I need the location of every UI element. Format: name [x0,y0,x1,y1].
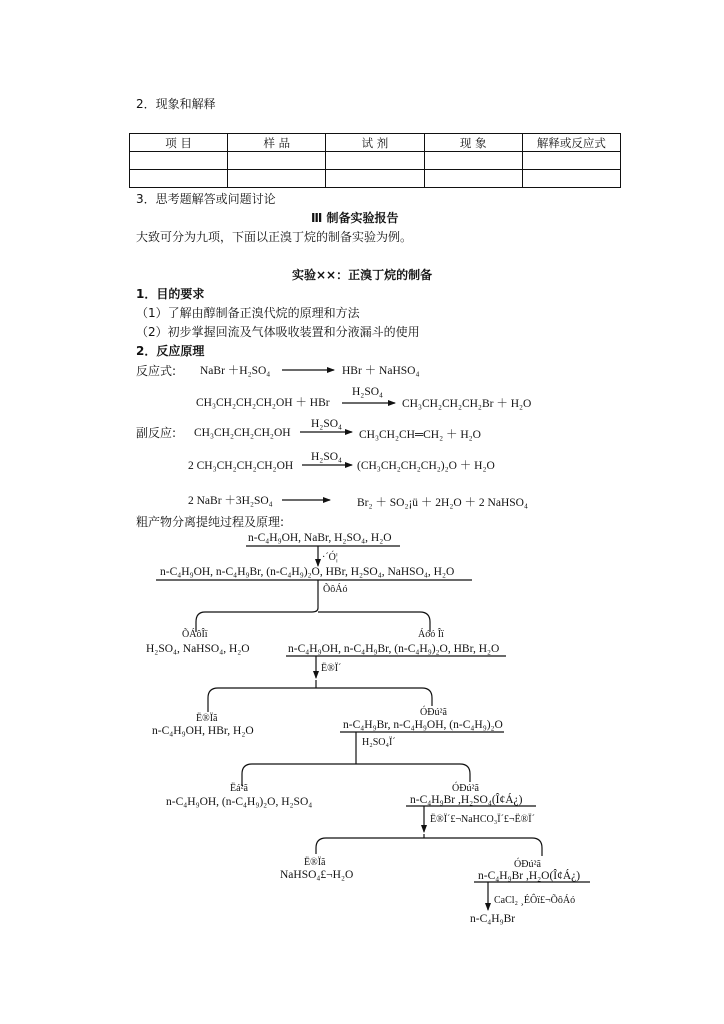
flow-node-product: n-C₄H₉Br [470,913,516,925]
flow-step-label: CaCl₂ ¸ÉÔï£¬ÕôÁó [494,895,576,906]
flow-node-organic: n-C₄H₉Br, n-C₄H₉OH, (n-C₄H₉)₂O [343,719,503,731]
intro-text: 大致可分为九项，下面以正溴丁烷的制备实验为例。 [136,230,413,244]
reaction-5-products: Br₂ ＋ SO₂¡ü ＋ 2H₂O ＋ 2 NaHSO₄ [357,497,528,509]
flow-node-acid-layer: n-C₄H₉OH, (n-C₄H₉)₂O, H₂SO₄ [166,796,313,808]
reaction-4-reactants: 2 CH₃CH₂CH₂CH₂OH [188,460,294,472]
flow-node-organic: n-C₄H₉Br ,H₂O(Î¢Á¿) [478,870,581,882]
reaction-2-condition: H₂SO₄ [352,386,384,398]
flow-branch-label: ÕÁôÎï [182,629,208,640]
flow-node-organic: n-C₄H₉Br ,H₂SO₄(Î¢Á¿) [410,794,523,806]
flow-branch-label: ÓÐú²ã [452,783,479,794]
table-header-cell: 项 目 [130,134,228,152]
flow-branch-label: ÓÐú²ã [514,859,541,870]
flow-node-aqueous: NaHSO₄£¬H₂O [280,869,354,881]
experiment-title: 实验××：正溴丁烷的制备 [292,268,433,282]
table-header-cell: 解释或反应式 [522,134,620,152]
flow-node-mixture: n-C₄H₉OH, n-C₄H₉Br, (n-C₄H₉)₂O, HBr, H₂SO₄, NaHSO₄, H₂O [160,566,455,578]
reaction-4-condition: H₂SO₄ [311,451,343,463]
flow-branch-label: Ëá²ã [230,783,248,794]
reaction-3-products: CH₃CH₂CH═CH₂ ＋ H₂O [359,429,481,441]
flow-node-aqueous: n-C₄H₉OH, HBr, H₂O [152,725,254,737]
flow-branch-label: Áóó Îï [418,629,444,640]
side-reaction-label: 副反应: [136,426,177,440]
flow-branch [316,834,542,856]
flow-step-label: H₂SO₄Ï´ [362,737,396,748]
reaction-5-reactants: 2 NaBr ＋3H₂SO₄ [188,495,273,507]
principle-title: 2．反应原理 [136,344,205,358]
reaction-1-reactants: NaBr ＋H₂SO₄ [200,365,271,377]
table-header-cell: 样 品 [228,134,326,152]
flow-step-label: Ë®Ï´ [321,663,342,674]
flow-title: 粗产物分离提纯过程及原理: [136,515,285,529]
reaction-1-products: HBr ＋ NaHSO₄ [342,365,420,377]
goal-item: （1）了解由醇制备正溴代烷的原理和方法 [136,306,360,320]
flow-node-residue: H₂SO₄, NaHSO₄, H₂O [146,643,250,655]
reaction-3-condition: H₂SO₄ [311,418,343,430]
flow-branch [196,596,430,632]
flow-branch-label: ÓÐú²ã [420,707,447,718]
section2-title: 2．现象和解释 [136,97,216,111]
part3-heading: Ⅲ 制备实验报告 [311,211,399,225]
reaction-4-products: (CH₃CH₂CH₂CH₂)₂O ＋ H₂O [357,460,495,472]
goal-item: （2）初步掌握回流及气体吸收装置和分液漏斗的使用 [136,325,420,339]
reaction-2-products: CH₃CH₂CH₂CH₂Br ＋ H₂O [402,398,532,410]
table-header-cell: 试 剂 [326,134,424,152]
table-header-cell: 现 象 [424,134,522,152]
flow-step-label: ÕôÁó [323,584,348,595]
flow-branch-label: Ë®Ïã [304,857,326,868]
flow-step-label: Ë®Ï´£¬NaHCO₃Ï´£¬Ë®Ï´ [430,814,535,825]
reaction-2-reactants: CH₃CH₂CH₂CH₂OH ＋ HBr [196,397,330,409]
reaction-3-reactants: CH₃CH₂CH₂CH₂OH [194,427,291,439]
section3-title: 3．思考题解答或问题讨论 [136,192,276,206]
flow-branch-label: Ë®Ïã [196,713,218,724]
flow-node-distillate: n-C₄H₉OH, n-C₄H₉Br, (n-C₄H₉)₂O, HBr, H₂O [288,643,500,655]
main-reaction-label: 反应式: [136,364,177,378]
goals-title: 1．目的要求 [136,287,205,301]
flow-step-label: ·´Ó¦ [322,552,338,563]
flow-branch [242,760,470,786]
flow-branch [208,680,432,712]
flow-node-start: n-C₄H₉OH, NaBr, H₂SO₄, H₂O [248,532,392,544]
